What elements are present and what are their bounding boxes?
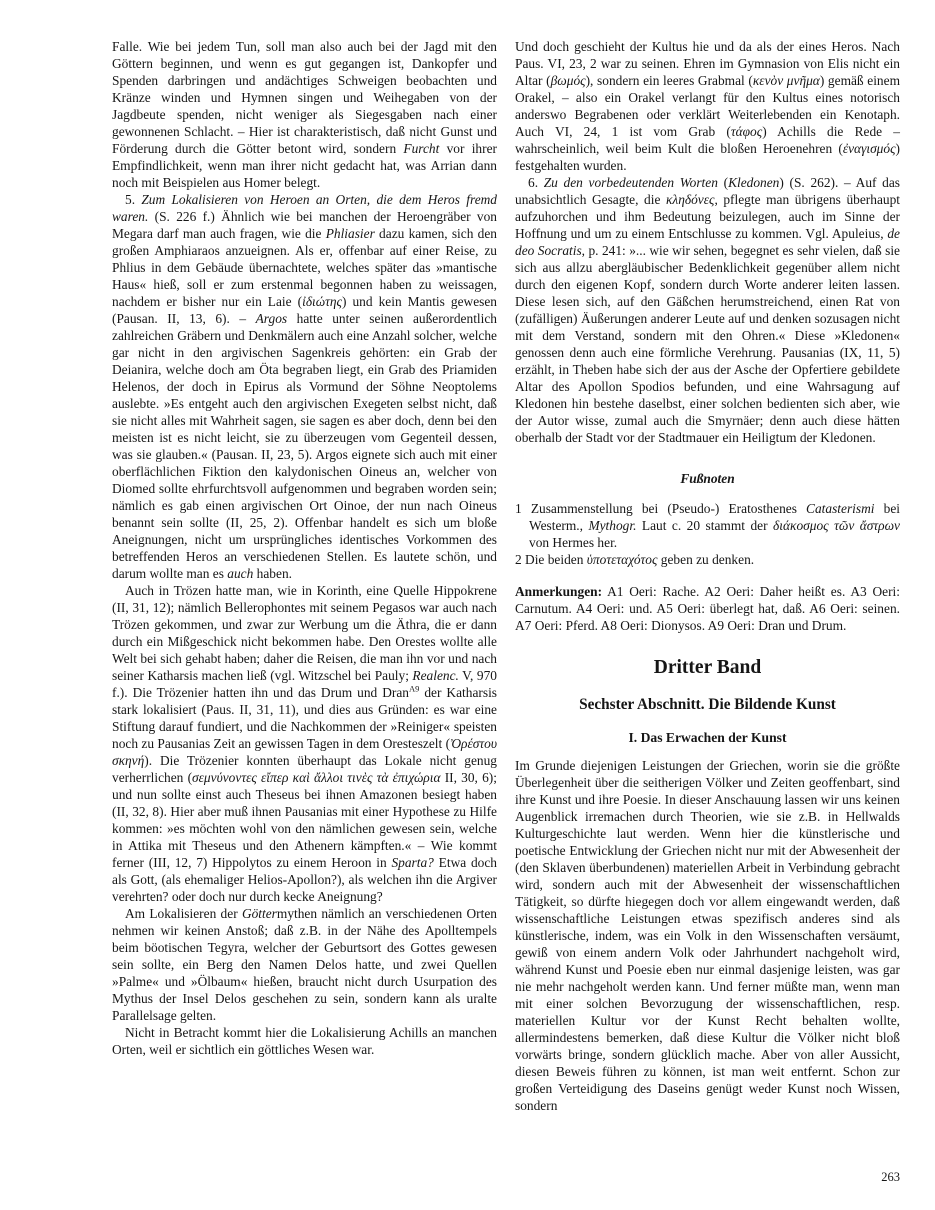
- paragraph: Und doch geschieht der Kultus hie und da als der eines Heros. Nach Paus. VI, 23, 2 war zu seinen. Ehren im Gymnasion von Elis nicht ein Altar (βωμός), sondern ein leeres Grabmal (κενὸν μνῆμα) gemäß einem Orakel, – also ein Orakel verlangt für den Kultus eines notorisch anderswo Begrabenen oder verklärt Weiterlebenden ein Kenotaph. Auch VI, 24, 1 ist vom Grab (τάφος) Achills die Rede – wahrscheinlich, weil beim Kult die bloßen Heroenehren (ἐναγισμός) festgehalten wurden.: [515, 39, 900, 173]
- section-title: Sechster Abschnitt. Die Bildende Kunst: [579, 696, 836, 713]
- footnote: 2 Die beiden ὑποτεταχότος geben zu denken.: [515, 552, 755, 567]
- paragraph: Nicht in Betracht kommt hier die Lokalisierung Achills an manchen Orten, weil er sichtlich ein göttliches Wesen war.: [112, 1025, 497, 1057]
- page-number: 263: [881, 1170, 900, 1184]
- chapter-title: I. Das Erwachen der Kunst: [628, 730, 787, 745]
- footnotes-heading: Fußnoten: [680, 471, 735, 486]
- footnote: 1 Zusammenstellung bei (Pseudo-) Eratosthenes Catasterismi bei Westerm., Mythogr. Laut c. 20 stammt der διάκοσμος τῶν ἄστρων von Hermes her.: [515, 501, 900, 550]
- paragraph: Falle. Wie bei jedem Tun, soll man also auch bei der Jagd mit den Göttern beginnen, und wenn es gut gegangen ist, Dankopfer und Spenden darbringen und andächtiges Schweigen beobachten und Kränze winden und Hymnen singen und Weihegaben von der Jagdbeute spenden, nicht weniger als Siegesgaben nach einer gewonnenen Schlacht. – Hier ist charakteristisch, daß nicht Gunst und Förderung durch die Götter betont wird, sondern Furcht vor ihrer Empfindlichkeit, wenn man ihrer nicht gedacht hat, was Arrian dann noch mit Beispielen aus Homer belegt.: [112, 39, 497, 190]
- paragraph: Am Lokalisieren der Göttermythen nämlich an verschiedenen Orten nehmen wir keinen Anstoß; daß z.B. in der Nähe des Apolltempels beim böotischen Tegyra, welcher der Geburtsort des Gottes gewesen sein sollte, ein Berg den Namen Delos hatte, und zwei Quellen »Palme« und »Ölbaum« hießen, braucht nicht durch Usurpation des Mythus der Insel Delos geschehen zu sein, sondern kann als uralte Parallelsage gelten.: [112, 906, 498, 1023]
- band-title: Dritter Band: [653, 657, 762, 678]
- paragraph: 5. Zum Lokalisieren von Heroen an Orten, die dem Heros fremd waren. (S. 226 f.) Ähnlich wie bei manchen der Heroengräber von Megara darf man auch fragen, wie die Phliasier dazu kamen, sich den großen Amphiaraos anzueignen. Als er, offenbar auf einer Reise, zu Phlius in dem Gebäude übernachtete, welches später das »mantische Haus« hieß, soll er zum erstenmal begonnen haben zu weissagen, nachdem er bisher nur ein Laie (ἰδιώτης) und kein Mantis gewesen (Pausan. II, 13, 6). – Argos hatte unter seinen außerordentlich zahlreichen Gräbern und Denkmälern auch eine Anzahl solcher, welche gar nicht in den argivischen Sagenkreis gehörten: ein Grab der Deianira, welche doch am Öta begraben liegt, ein Grab des Priamiden Helenos, der doch in Epirus als Vormund der Söhne Neoptolems auslebte. »Es entgeht auch den argivischen Exegeten selbst nicht, daß sie nicht alles mit Wahrheit sagen, sie sagen es aber doch, denn bei den meisten ist es nicht leicht, sie zu überzeugen vom Gegenteil dessen, was sie glauben.« (Pausan. II, 23, 5). Argos eignete sich auch mit einer oberflächlichen Fiktion den kalydonischen Oineus an, welcher von Diomed sollte ehrfurchtsvoll aufgenommen und begraben worden sein; nämlich es gab einen argivischen Ort Oinoe, der nun nach Oineus benannt sein sollte (II, 25, 2). Offenbar handelt es sich um bloße Aneignungen, nicht um ursprüngliches identisches Vorkommen des betreffenden Heros an verschiedenen Stellen. Es lautete schön, und darum wollte man es auch haben.: [112, 192, 498, 581]
- paragraph: Im Grunde diejenigen Leistungen der Griechen, worin sie die größte Überlegenheit über die seitherigen Völker und Zeiten geoffenbart, sind ihre Kunst und ihre Poesie. In dieser Anschauung lassen wir uns keinen Augenblick irremachen durch Theorien, wie sie z.B. in Hellwalds Kulturgeschichte laut werden. Wenn hier die künstlerische und poetische Entwicklung der Griechen nicht nur mit der Abwesenheit der (den Sklaven überbundenen) materiellen Arbeit in Verbindung gebracht wird, sondern auch mit der Abwesenheit der wissenschaftlichen Tätigkeit, so dürfte hiegegen doch vor allem eingewandt werden, daß wissenschaftliche Leistungen etwas spezifisch anderes sind als künstlerische, indem, was ein Volk in den Wissenschaften versäumt, gewiß von einem andern Volk oder Jahrhundert nachgeholt wird, während Kunst und Poesie eben nur einmal dasjenige leisten, was gar nie mehr nachgeholt werden kann. Und ferner müßte man, wenn man mit einer solchen Bevorzugung der wissenschaftlichen, resp. materiellen Kultur vor der Kunst Recht behalten wollte, allermindestens bemerken, daß diese Kultur die Völker nicht bloß vorwärts bringe, sondern glücklich mache. Aber von aller Aussicht, diesen Beweis führen zu können, ist man weit entfernt. Schon zur großen Verteidigung des Daseins genügt weder Kunst noch Wissen, sondern: [515, 758, 900, 1113]
- right-column: [515, 38, 900, 1114]
- left-column: [112, 38, 497, 1114]
- paragraph: Auch in Trözen hatte man, wie in Korinth, eine Quelle Hippokrene (II, 31, 12); nämlich Bellerophontes mit seinem Pegasos war auch nach Trözen gekommen, und zwar zur Werbung um die Äthra, die er dann durch ein Mißgeschick nicht bekommen habe. Den Orestes wollte alle Welt bei sich gehabt haben; daher die Reisen, die man ihn vor und nach seiner Katharsis machen ließ (vgl. Witzschel bei Pauly; Realenc. V, 970 f.). Die Trözenier hatten ihn und das Drum und Dran$^{A9}$ der Katharsis stark lokalisiert (Paus. II, 31, 11), und dies aus Gründen: es war eine Stiftung darauf fundiert, und die Nachkommen der »Reiniger« speisten noch zu Pausanias Zeit an gewissen Tagen in dem Oresteszelt (Ὀρέστου σκηνή). Die Trözenier konnten überhaupt das Lokale nicht genug verherrlichen (σεμνύνοντες εἴπερ καὶ ἄλλοι τινὲς τὰ ἐπιχώρια II, 30, 6); und nun sollte einst auch Theseus bei ihnen Amazonen besiegt haben (II, 32, 8). Hier aber muß ihnen Pausanias mit einer Hypothese zu Hilfe kommen: »es möchten wohl von den nämlichen gewesen sein, welche in Attika mit Theseus und den Athenern kämpften.« – Wie kommt ferner (III, 12, 7) Hippolytos zu einem Heroon in Sparta? Etwa doch als Gott, (als ehemaliger Helios-Apollon?), als welchen ihn die Argiver verehrten? oder doch nur durch kecke Aneignung?: [112, 583, 497, 904]
- two-column-layout: [112, 38, 900, 1114]
- paragraph: 6. Zu den vorbedeutenden Worten (Kledonen) (S. 262). – Auf das unabsichtlich Gesagte, die κληδόνες, pflegte man übrigens überhaupt aufzuhorchen und ihm Bedeutung beizulegen, auch im Sinne der Hoffnung und um zu einem Entschlusse zu kommen. Vgl. Apuleius, de deo Socratis, p. 241: »... wie wir sehen, begegnet es sehr vielen, daß sie sich aus allzu abergläubischer Bedenklichkeit gegenüber allem nicht durch den eigenen Kopf, sondern durch Worte anderer leiten lassen. Diese lesen sich, auf den Gäßchen herumstreichend, einen Rat von (zufälligen) Äußerungen anderer Leute auf und denken sozusagen nicht mit dem Verstand, sondern mit den Ohren.« Diese »Kledonen« genossen denn auch eine förmliche Verehrung. Pausanias (IX, 11, 5) erzählt, in Theben habe sich der aus der Asche der Opfertiere gebildete Altar des Apollon Spodios befunden, und eine Wahrsagung auf Kledonen hin bestehe daselbst, einer solchen bedienten sich aber, wie der Autor wisse, zumal auch die Smyrnäer; denn auch diese hätten oberhalb der Stadt vor der Stadtmauer ein Heiligtum der Kledonen.: [515, 175, 900, 445]
- annotations-paragraph: Anmerkungen: A1 Oeri: Rache. A2 Oeri: Daher heißt es. A3 Oeri: Carnutum. A4 Oeri: und. A5 Oeri: überlegt hat, daß. A6 Oeri: seinen. A7 Oeri: Pferd. A8 Oeri: Dionysos. A9 Oeri: Dran und Drum.: [515, 584, 900, 633]
